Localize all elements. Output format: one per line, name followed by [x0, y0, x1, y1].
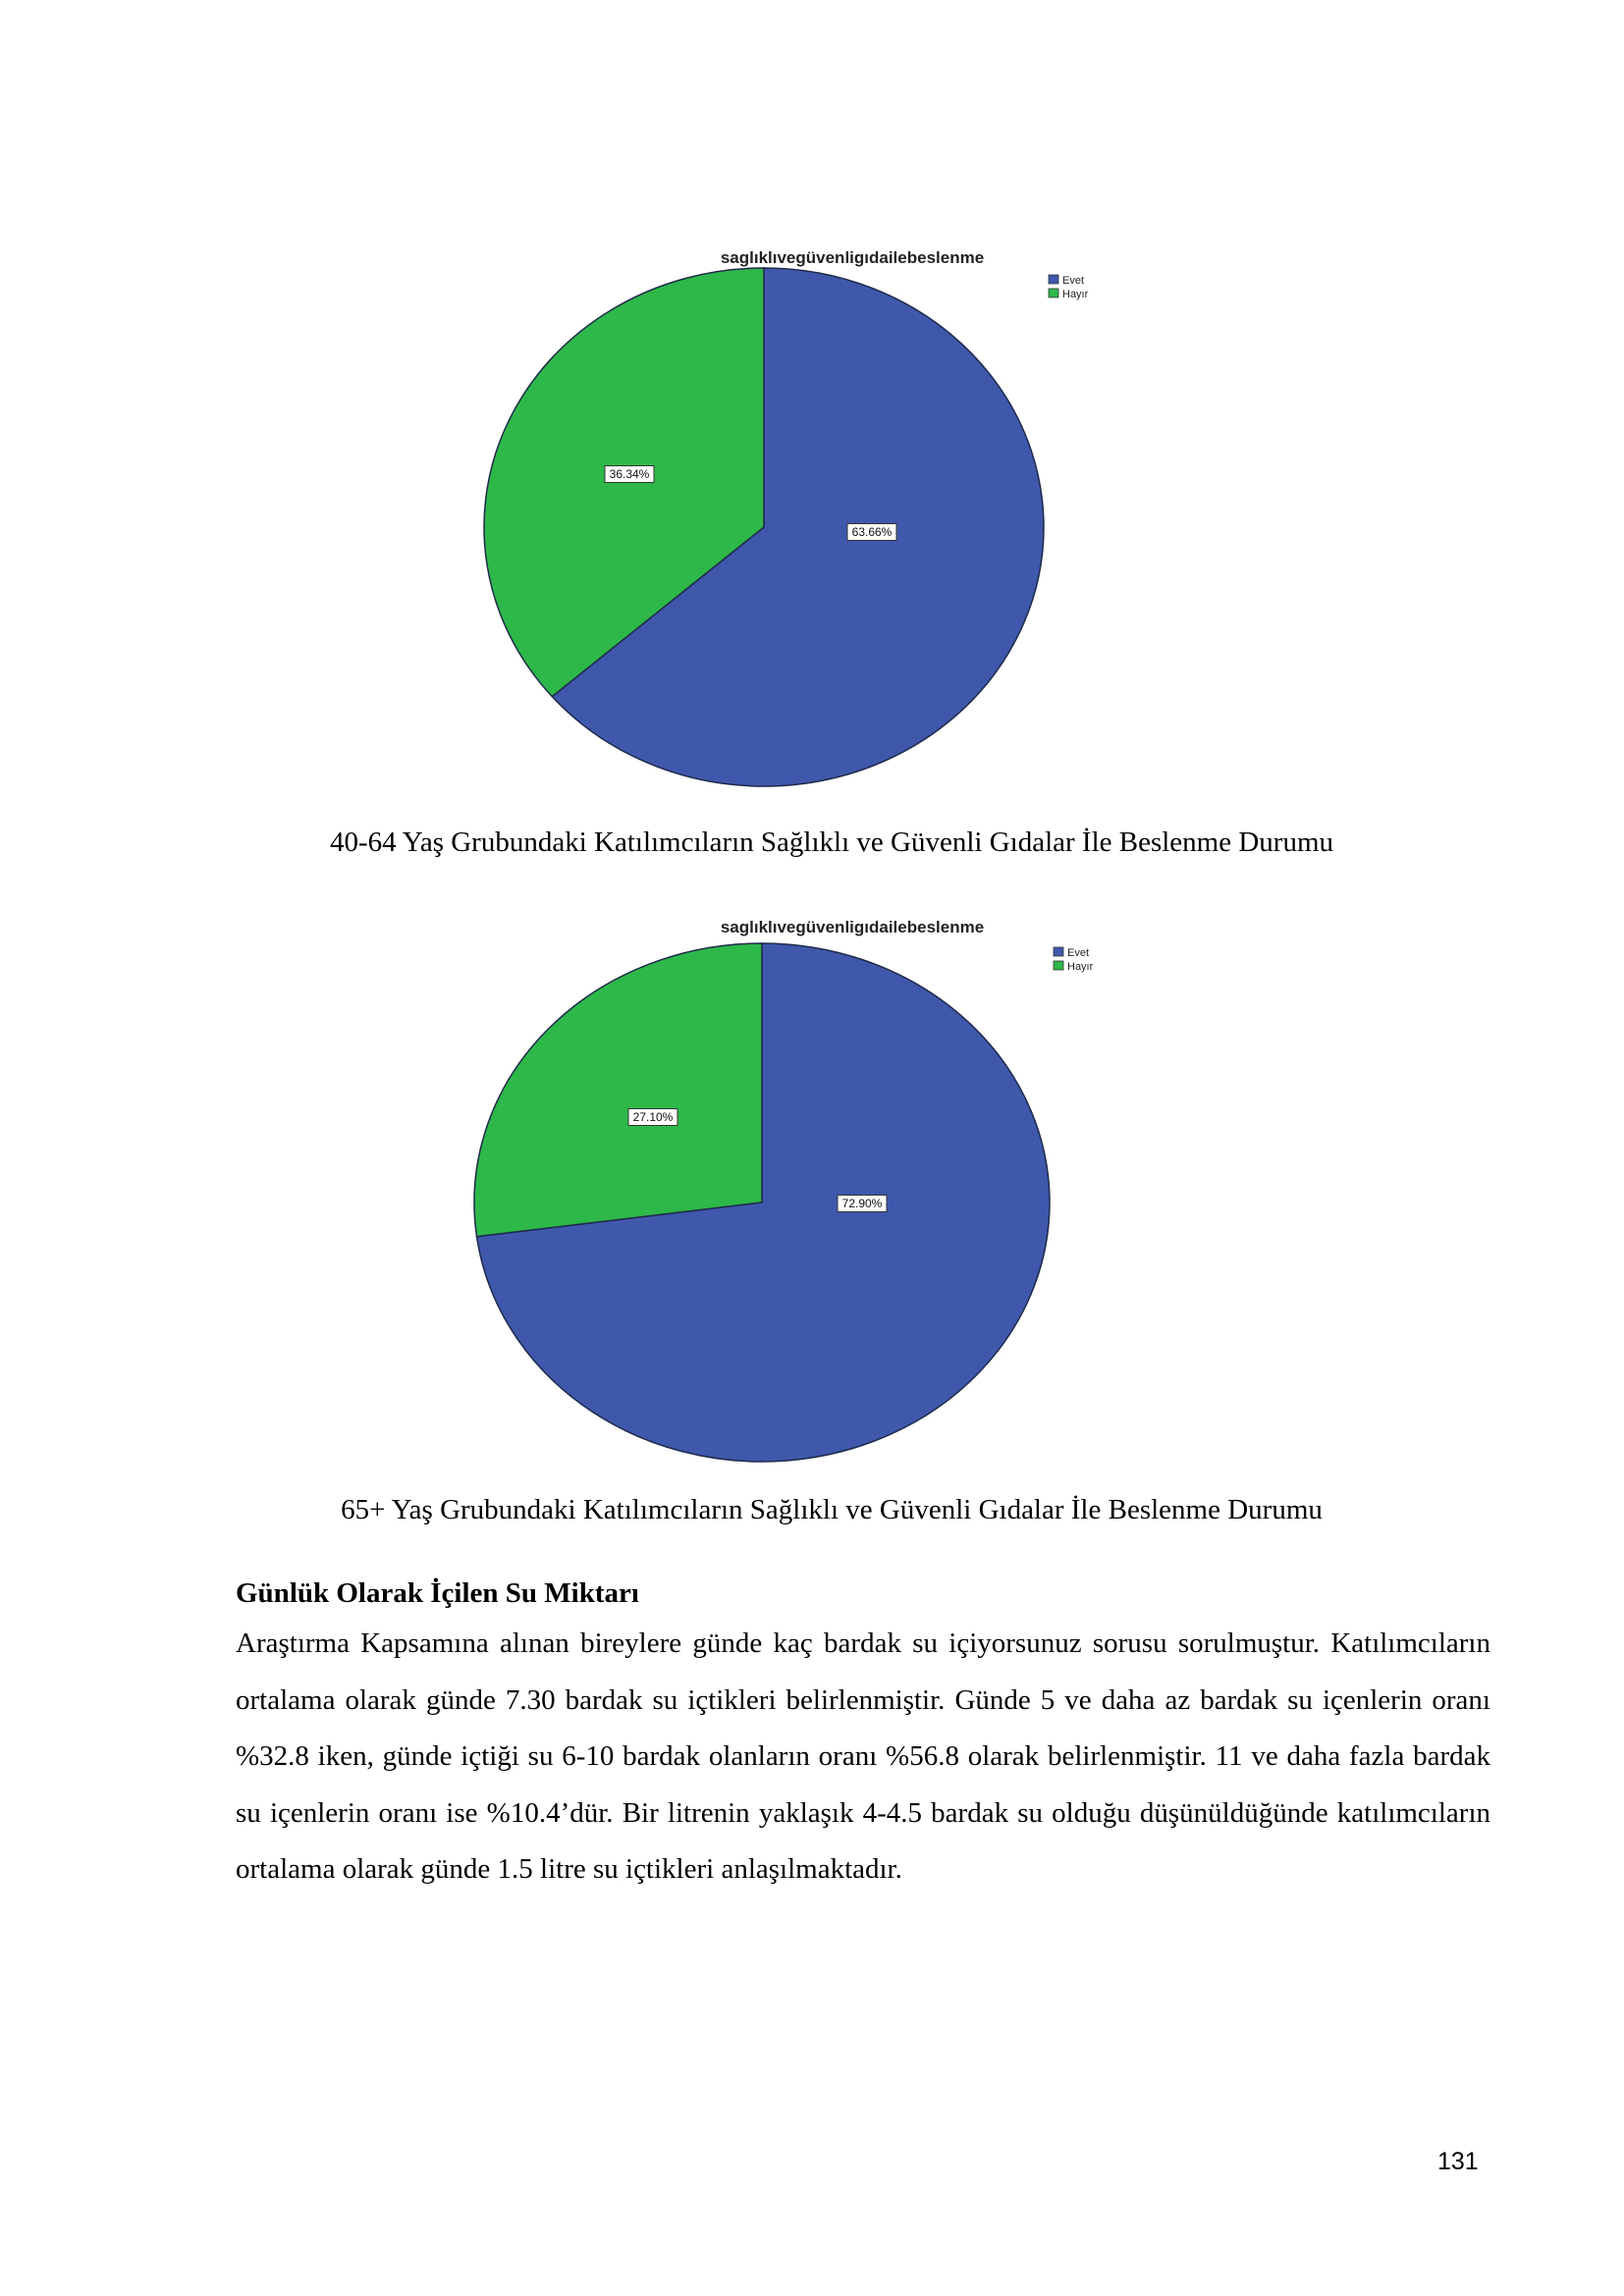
pie-slice-hayr [474, 943, 762, 1237]
chart-title: saglıklıvegüvenligıdailebeslenme [720, 248, 985, 267]
page-number: 131 [1437, 2148, 1479, 2175]
legend-label: Evet [1067, 947, 1090, 959]
slice-value-label [605, 466, 654, 483]
pie-chart-svg [0, 903, 1624, 1472]
svg-text:63.66%: 63.66% [851, 525, 893, 539]
slice-value-label [838, 1196, 887, 1212]
legend-label: Hayır [1067, 961, 1094, 973]
slice-value-label [628, 1109, 677, 1126]
pie-chart-svg [0, 236, 1624, 805]
svg-text:36.34%: 36.34% [609, 467, 650, 481]
chart-title: saglıklıvegüvenligıdailebeslenme [720, 918, 985, 936]
pie-chart-40-64 [0, 236, 1624, 805]
slice-value-label [847, 524, 896, 541]
legend-swatch [1054, 961, 1063, 970]
legend-swatch [1054, 947, 1063, 956]
svg-text:72.90%: 72.90% [841, 1197, 883, 1210]
pie-chart-65-plus [0, 903, 1624, 1472]
legend-label: Hayır [1062, 289, 1089, 300]
legend-swatch [1049, 289, 1058, 297]
figure-caption-65-plus: 65+ Yaş Grubundaki Katılımcıların Sağlıklı ve Güvenli Gıdalar İle Beslenme Durumu [341, 1494, 1323, 1525]
svg-text:27.10%: 27.10% [632, 1110, 674, 1124]
figure-caption-40-64: 40-64 Yaş Grubundaki Katılımcıların Sağlıklı ve Güvenli Gıdalar İle Beslenme Durumu [329, 827, 1334, 858]
section-heading: Günlük Olarak İçilen Su Miktarı [236, 1577, 639, 1609]
legend-label: Evet [1062, 275, 1085, 287]
body-paragraph: Araştırma Kapsamına alınan bireylere günde kaç bardak su içiyorsunuz sorusu sorulmuştur. Katılımcıların ortalama olarak günde 7.30 bardak su içtikleri belirlenmiştir. Günde 5 ve daha az bardak su içenlerin oranı %32.8 iken, günde içtiği su 6-10 bardak olanların oranı %56.8 olarak belirlenmiştir. 11 ve daha fazla bardak su içenlerin oranı ise %10.4’dür. Bir litrenin yaklaşık 4-4.5 bardak su olduğu düşünüldüğünde katılımcıların ortalama olarak günde 1.5 litre su içtikleri anlaşılmaktadır. [236, 1628, 1490, 1885]
legend-swatch [1049, 275, 1058, 284]
